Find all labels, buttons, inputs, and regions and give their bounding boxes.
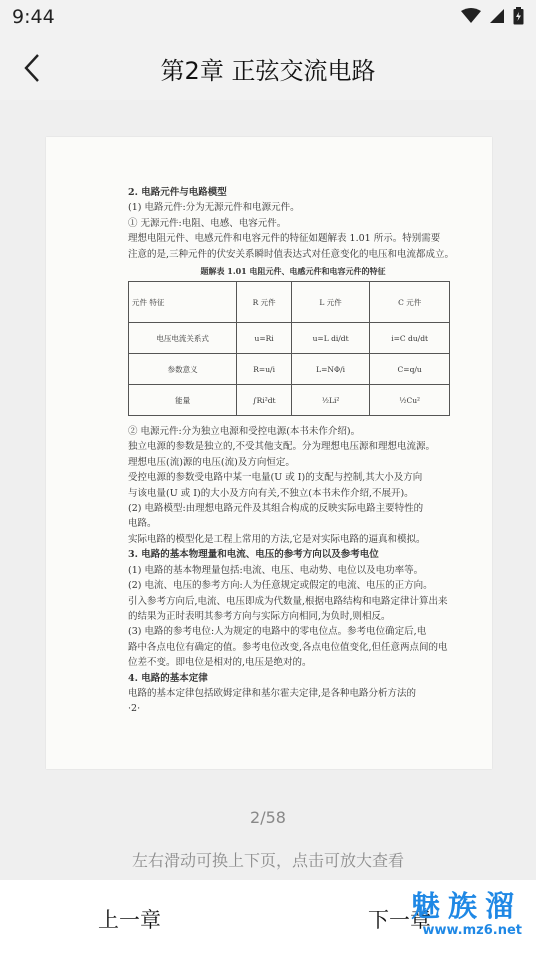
document-text [128, 185, 458, 717]
document-line: 位差不变。即电位是相对的,电压是绝对的。 [128, 657, 312, 669]
document-line: (1) 电路的基本物理量包括:电流、电压、电动势、电位以及电功率等。 [128, 564, 424, 576]
document-line: 实际电路的模型化是工程上常用的方法,它是对实际电路的逼真和模拟。 [128, 533, 426, 545]
table-cell: L=NΦ/i [291, 354, 369, 385]
document-line: 4. 电路的基本定律 [128, 672, 208, 684]
table-caption: 题解表 1.01 电阻元件、电感元件和电容元件的特征 [200, 266, 386, 277]
swipe-hint: 左右滑动可换上下页，点击可放大查看 [131, 851, 404, 870]
battery-icon [513, 7, 524, 25]
table-header-row [129, 282, 450, 323]
document-line: 路中各点电位有确定的值。参考电位改变,各点电位值变化,但任意两点间的电 [128, 641, 448, 653]
table-header-cell: 元件 特征 [129, 282, 237, 323]
bottom-nav-bar [0, 880, 536, 954]
document-lines-top [128, 185, 458, 262]
feature-table [128, 281, 450, 416]
prev-chapter-button[interactable]: 上一章 [98, 908, 161, 932]
wifi-icon [461, 8, 481, 24]
page-title: 第2章 正弦交流电路 [160, 57, 376, 85]
table-row [129, 323, 450, 354]
table-header-cell: R 元件 [237, 282, 292, 323]
document-line: ① 无源元件:电阻、电感、电容元件。 [128, 217, 287, 229]
document-line: (2) 电路模型:由理想电路元件及其组合构成的反映实际电路主要特性的 [128, 503, 424, 515]
table-cell: u=L di/dt [291, 323, 369, 354]
watermark-url: www.mz6.net [422, 923, 522, 938]
table-row [129, 385, 450, 416]
status-time: 9:44 [12, 6, 55, 28]
table-cell: ½Cu² [370, 385, 450, 416]
document-line: 受控电源的参数受电路中某一电量(U 或 I)的支配与控制,其大小及方向 [128, 472, 423, 484]
signal-icon [489, 8, 505, 24]
document-lines-bottom [128, 424, 458, 717]
page-indicator: 2/58 [250, 808, 286, 827]
table-cell: C=q/u [370, 354, 450, 385]
document-line: 3. 电路的基本物理量和电流、电压的参考方向以及参考电位 [128, 549, 379, 561]
table-cell: R=u/i [237, 354, 292, 385]
document-line: 注意的是,三种元件的伏安关系瞬时值表达式对任意变化的电压和电流都成立。 [128, 248, 455, 260]
document-line: ② 电源元件:分为独立电源和受控电源(本书未作介绍)。 [128, 426, 361, 438]
status-icons [461, 7, 524, 25]
document-line: (2) 电流、电压的参考方向:人为任意规定或假定的电流、电压的正方向。 [128, 580, 433, 592]
watermark-name: 魅族溜 [410, 889, 522, 923]
table-row [129, 354, 450, 385]
table-cell: ½Li² [291, 385, 369, 416]
watermark-logo [410, 889, 522, 938]
status-bar [0, 0, 536, 34]
document-line: 理想电阻元件、电感元件和电容元件的特征如题解表 1.01 所示。特别需要 [128, 233, 441, 245]
table-header-cell: C 元件 [370, 282, 450, 323]
table-cell: 能量 [129, 385, 237, 416]
table-cell: i=C du/dt [370, 323, 450, 354]
document-line: (3) 电路的参考电位:人为规定的电路中的零电位点。参考电位确定后,电 [128, 626, 427, 638]
document-line: (1) 电路元件:分为无源元件和电源元件。 [128, 202, 300, 214]
document-line: 的结果为正时表明其参考方向与实际方向相同,为负时,则相反。 [128, 610, 391, 622]
top-app-bar [0, 34, 536, 100]
document-viewer[interactable] [0, 100, 536, 880]
document-line: 电路。 [128, 518, 157, 530]
document-line: 理想电压(流)源的电压(流)及方向恒定。 [128, 456, 295, 468]
table-cell: ∫Ri²dt [237, 385, 292, 416]
document-line: 与该电量(U 或 I)的大小及方向有关,不独立(本书未作介绍,不展开)。 [128, 487, 414, 499]
document-page-image[interactable] [46, 137, 492, 769]
document-line: 引入参考方向后,电流、电压即成为代数量,根据电路结构和电路定律计算出来 [128, 595, 448, 607]
table-header-cell: L 元件 [291, 282, 369, 323]
document-line: ·2· [128, 703, 141, 715]
table-cell: 参数意义 [129, 354, 237, 385]
table-cell: u=Ri [237, 323, 292, 354]
document-line: 电路的基本定律包括欧姆定律和基尔霍夫定律,是各种电路分析方法的 [128, 687, 417, 699]
next-chapter-button[interactable]: 下一章 [368, 908, 431, 932]
document-line: 2. 电路元件与电路模型 [128, 187, 227, 198]
document-line: 独立电源的参数是独立的,不受其他支配。分为理想电压源和理想电流源。 [128, 441, 436, 453]
table-cell: 电压电流关系式 [129, 323, 237, 354]
